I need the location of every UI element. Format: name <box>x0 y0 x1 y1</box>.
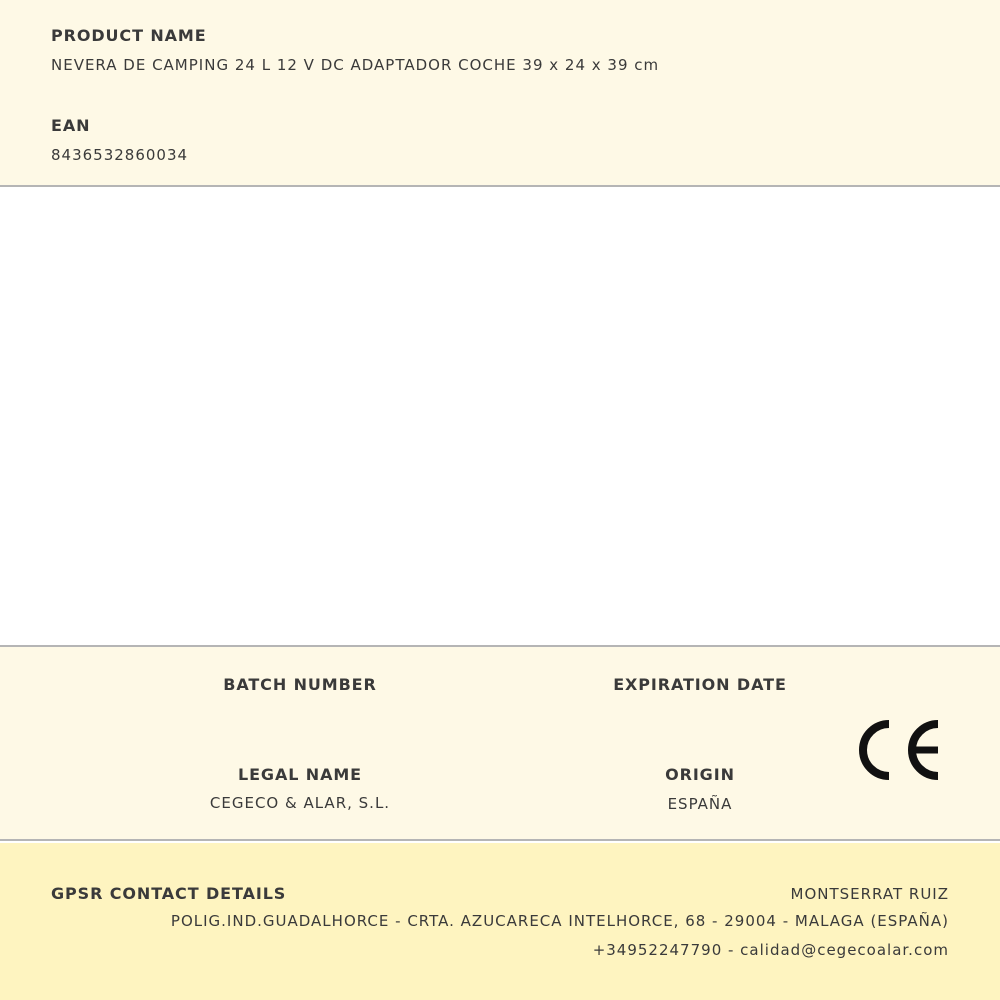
gpsr-contact-section <box>0 843 1000 1000</box>
product-name-label: PRODUCT NAME <box>51 26 207 45</box>
origin-value: ESPAÑA <box>667 795 733 813</box>
expiration-date-label: EXPIRATION DATE <box>613 675 787 694</box>
blank-area <box>0 187 1000 645</box>
legal-name-value: CEGECO & ALAR, S.L. <box>209 794 391 812</box>
ce-mark-icon <box>858 719 942 781</box>
product-name-value: NEVERA DE CAMPING 24 L 12 V DC ADAPTADOR COCHE 39 x 24 x 39 cm <box>51 56 660 74</box>
gpsr-contact-name: MONTSERRAT RUIZ <box>790 885 949 903</box>
origin-label: ORIGIN <box>665 765 735 784</box>
gpsr-contact-phone-email: +34952247790 - calidad@cegecoalar.com <box>592 941 949 959</box>
gpsr-contact-address: POLIG.IND.GUADALHORCE - CRTA. AZUCARECA INTELHORCE, 68 - 29004 - MALAGA (ESPAÑA) <box>170 912 949 930</box>
batch-number-label: BATCH NUMBER <box>223 675 377 694</box>
product-section <box>0 0 1000 187</box>
ean-value: 8436532860034 <box>51 146 189 164</box>
details-section <box>0 645 1000 841</box>
gpsr-contact-label: GPSR CONTACT DETAILS <box>51 884 287 903</box>
legal-name-label: LEGAL NAME <box>237 765 363 784</box>
ean-label: EAN <box>51 116 91 135</box>
